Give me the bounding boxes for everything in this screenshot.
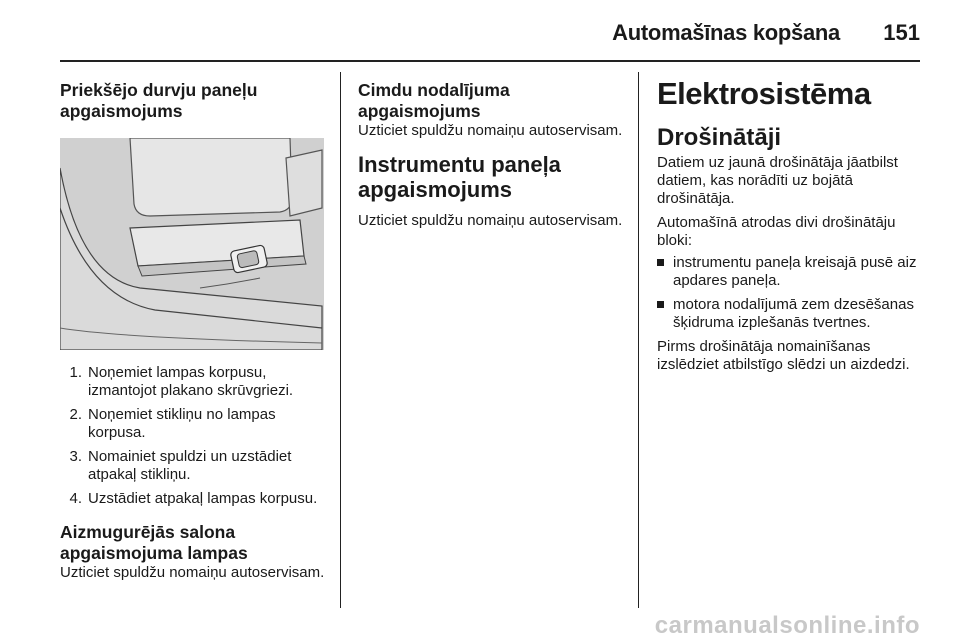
fuses-paragraph-2: Automašīnā atrodas divi drošinātāju bloki: — [657, 214, 896, 249]
column-divider-left — [340, 72, 341, 608]
section-heading-rear-interior-lights: Aizmugurējās salona apgaismojuma lampas — [60, 522, 248, 563]
fuses-paragraph-3: Pirms drošinātāja nomainīšanas izslēdziet atbilstīgo slēdzi un aizdedzi. — [657, 338, 910, 373]
chapter-title-electrical-system: Elektrosistēma — [657, 76, 871, 111]
door-panel-illustration-drawing — [60, 138, 324, 350]
section-heading-fuses: Drošinātāji — [657, 124, 782, 151]
header-rule — [60, 60, 920, 62]
step-item: 2. Noņemiet stikliņu no lampas korpusa. — [69, 406, 276, 441]
door-panel-lamp-illustration — [60, 138, 324, 350]
column-1 — [60, 80, 326, 582]
step-item: 4. Uzstādiet atpakaļ lampas korpusu. — [69, 490, 318, 507]
glovebox-light-text: Uzticiet spuldžu nomaiņu autoservisam. — [358, 122, 623, 139]
column-2 — [358, 80, 626, 230]
instruction-steps — [60, 364, 326, 508]
rear-interior-lights-text: Uzticiet spuldžu nomaiņu autoservisam. — [60, 564, 325, 581]
section-heading-instrument-panel-lights: Instrumentu paneļa apgaismojums — [358, 152, 561, 202]
bullet-square-icon — [657, 259, 664, 266]
section-heading-glovebox-light: Cimdu nodalījuma apgaismojums — [358, 80, 510, 121]
list-item: instrumentu paneļa kreisajā pusē aiz apdares paneļa. — [657, 254, 921, 290]
fuses-paragraph-1: Datiem uz jaunā drošinātāja jāatbilst datiem, kas norādīti uz bojātā drošinātāja. — [657, 154, 898, 207]
watermark: carmanualsonline.info — [654, 612, 920, 639]
running-header-title: Automašīnas kopšana — [612, 20, 840, 45]
fuse-box-locations-list — [657, 254, 921, 332]
step-item: 3. Nomainiet spuldzi un uzstādiet atpakaļ stikliņu. — [69, 448, 292, 483]
instrument-panel-lights-text: Uzticiet spuldžu nomaiņu autoservisam. — [358, 212, 623, 229]
column-3 — [657, 76, 921, 374]
bullet-square-icon — [657, 301, 664, 308]
page-number: 151 — [883, 20, 920, 45]
list-item: motora nodalījumā zem dzesēšanas šķidruma izplešanās tvertnes. — [657, 296, 921, 332]
step-item: 1. Noņemiet lampas korpusu, izmantojot plakano skrūvgriezi. — [69, 364, 294, 399]
section-heading-door-panel-lights: Priekšējo durvju paneļu apgaismojums — [60, 80, 258, 121]
column-divider-right — [638, 72, 639, 608]
